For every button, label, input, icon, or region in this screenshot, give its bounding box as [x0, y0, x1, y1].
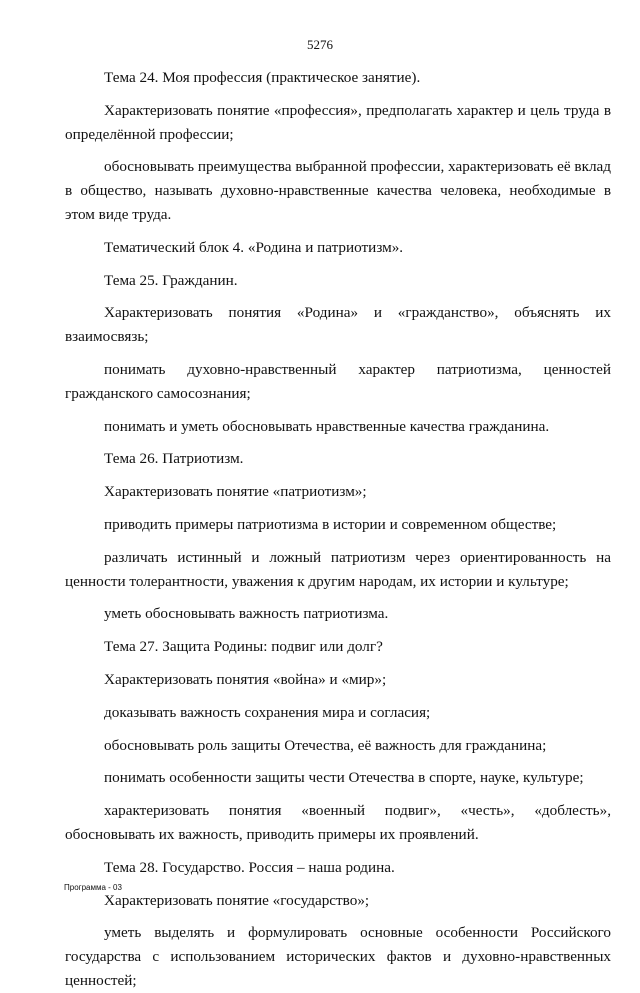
paragraph: понимать духовно-нравственный характер патриотизма, ценностей гражданского самосознания; — [65, 360, 611, 402]
thematic-block-heading: Тематический блок 4. «Родина и патриотизм». — [104, 238, 404, 256]
paragraph: приводить примеры патриотизма в истории и современном обществе; — [104, 515, 557, 533]
paragraph: уметь выделять и формулировать основные особенности Российского государства с использованием исторических фактов и духовно-нравственных ценностей; — [65, 924, 611, 989]
paragraph: обосновывать преимущества выбранной профессии, характеризовать её вклад в общество, называть духовно-нравственные качества человека, необходимые в этом виде труда. — [65, 158, 611, 223]
topic-heading-25: Тема 25. Гражданин. — [104, 271, 238, 289]
paragraph: доказывать важность сохранения мира и согласия; — [104, 703, 431, 721]
paragraph: понимать особенности защиты чести Отечества в спорте, науке, культуре; — [104, 769, 584, 787]
paragraph: различать истинный и ложный патриотизм через ориентированность на ценности толерантности, уважения к другим народам, их истории и культуре; — [65, 548, 611, 590]
topic-heading-26: Тема 26. Патриотизм. — [104, 450, 244, 468]
paragraph: Характеризовать понятия «война» и «мир»; — [104, 670, 387, 688]
footer-label: Программа - 03 — [64, 883, 122, 892]
topic-heading-24: Тема 24. Моя профессия (практическое занятие). — [104, 69, 421, 86]
paragraph: Характеризовать понятие «профессия», предполагать характер и цель труда в определённой профессии; — [65, 101, 611, 143]
page-number: 5276 — [307, 37, 333, 52]
topic-heading-27: Тема 27. Защита Родины: подвиг или долг? — [104, 638, 383, 656]
paragraph: Характеризовать понятия «Родина» и «гражданство», объяснять их взаимосвязь; — [65, 304, 611, 346]
paragraph: Характеризовать понятие «государство»; — [104, 891, 370, 909]
document-body — [65, 66, 611, 993]
paragraph: уметь обосновывать важность патриотизма. — [104, 605, 389, 623]
paragraph: характеризовать понятия «военный подвиг», «честь», «доблесть», обосновывать их важность, приводить примеры их проявлений. — [65, 802, 611, 843]
paragraph: понимать и уметь обосновывать нравственные качества гражданина. — [104, 417, 550, 435]
paragraph: обосновывать роль защиты Отечества, её важность для гражданина; — [104, 736, 547, 754]
paragraph: Характеризовать понятие «патриотизм»; — [104, 483, 367, 501]
topic-heading-28: Тема 28. Государство. Россия – наша родина. — [104, 858, 395, 876]
